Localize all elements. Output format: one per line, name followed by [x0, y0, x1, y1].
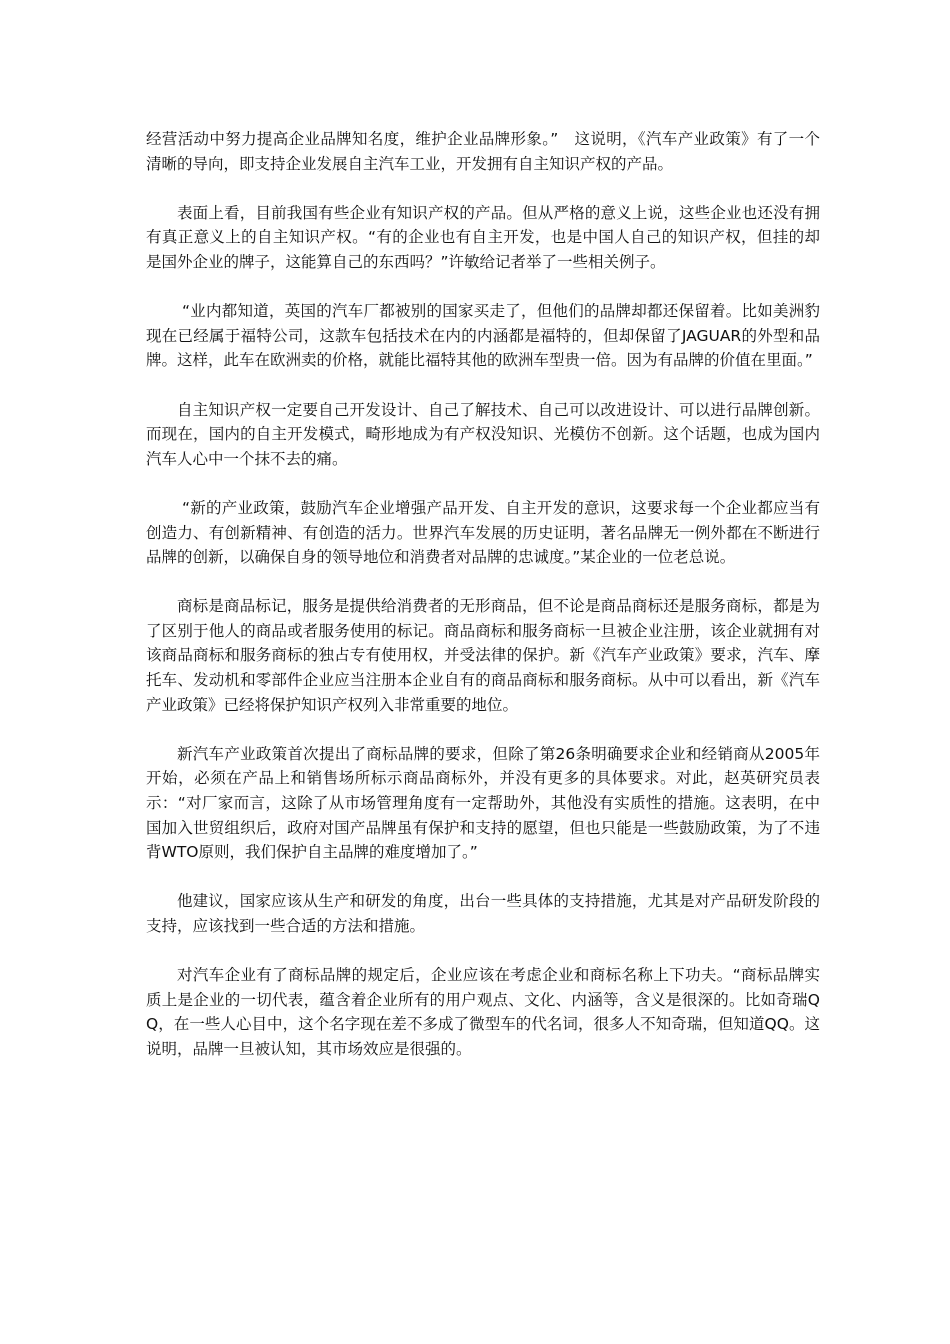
paragraph-8: 他建议，国家应该从生产和研发的角度，出台一些具体的支持措施，尤其是对产品研发阶段的支持，应该找到一些合适的方法和措施。 [146, 892, 820, 935]
paragraph-3: “业内都知道，英国的汽车厂都被别的国家买走了，但他们的品牌却都还保留着。比如美洲豹现在已经属于福特公司，这款车包括技术在内的内涵都是福特的，但却保留了JAGUAR的外型和品牌。这样，此车在欧洲卖的价格，就能比福特其他的欧洲车型贵一倍。因为有品牌的价值在里面。” [146, 302, 820, 370]
paragraph-5: “新的产业政策，鼓励汽车企业增强产品开发、自主开发的意识，这要求每一个企业都应当有创造力、有创新精神、有创造的活力。世界汽车发展的历史证明，著名品牌无一例外都在不断进行品牌的创新，以确保自身的领导地位和消费者对品牌的忠诚度。”某企业的一位老总说。 [146, 498, 820, 567]
paragraph-6: 商标是商品标记，服务是提供给消费者的无形商品，但不论是商品商标还是服务商标，都是为了区别于他人的商品或者服务使用的标记。商品商标和服务商标一旦被企业注册，该企业就拥有对该商品商标和服务商标的独占专有使用权，并受法律的保护。新《汽车产业政策》要求，汽车、摩托车、发动机和零部件企业应当注册本企业自有的商品商标和服务商标。从中可以看出，新《汽车产业政策》已经将保护知识产权列入非常重要的地位。 [146, 597, 820, 714]
paragraph-2: 表面上看，目前我国有些企业有知识产权的产品。但从严格的意义上说，这些企业也还没有拥有真正意义上的自主知识产权。“有的企业也有自主开发，也是中国人自己的知识产权，但挂的却是国外企业的牌子，这能算自己的东西吗？”许敏给记者举了一些相关例子。 [146, 203, 820, 271]
article-body [146, 127, 820, 1086]
paragraph-9: 对汽车企业有了商标品牌的规定后，企业应该在考虑企业和商标名称上下功夫。“商标品牌实质上是企业的一切代表，蕴含着企业所有的用户观点、文化、内涵等，含义是很深的。比如奇瑞QQ，在一些人心目中，这个名字现在差不多成了微型车的代名词，很多人不知奇瑞，但知道QQ。这说明，品牌一旦被认知，其市场效应是很强的。 [146, 966, 820, 1058]
paragraph-7: 新汽车产业政策首次提出了商标品牌的要求，但除了第26条明确要求企业和经销商从2005年开始，必须在产品上和销售场所标示商品商标外，并没有更多的具体要求。对此，赵英研究员表示：“对厂家而言，这除了从市场管理角度有一定帮助外，其他没有实质性的措施。这表明，在中国加入世贸组织后，政府对国产品牌虽有保护和支持的愿望，但也只能是一些鼓励政策，为了不违背WTO原则，我们保护自主品牌的难度增加了。” [146, 744, 820, 862]
paragraph-1: 经营活动中努力提高企业品牌知名度，维护企业品牌形象。” 这说明，《汽车产业政策》有了一个清晰的导向，即支持企业发展自主汽车工业，开发拥有自主知识产权的产品。 [146, 130, 820, 173]
paragraph-4: 自主知识产权一定要自己开发设计、自己了解技术、自己可以改进设计、可以进行品牌创新。而现在，国内的自主开发模式，畸形地成为有产权没知识、光模仿不创新。这个话题，也成为国内汽车人心中一个抹不去的痛。 [146, 400, 820, 468]
